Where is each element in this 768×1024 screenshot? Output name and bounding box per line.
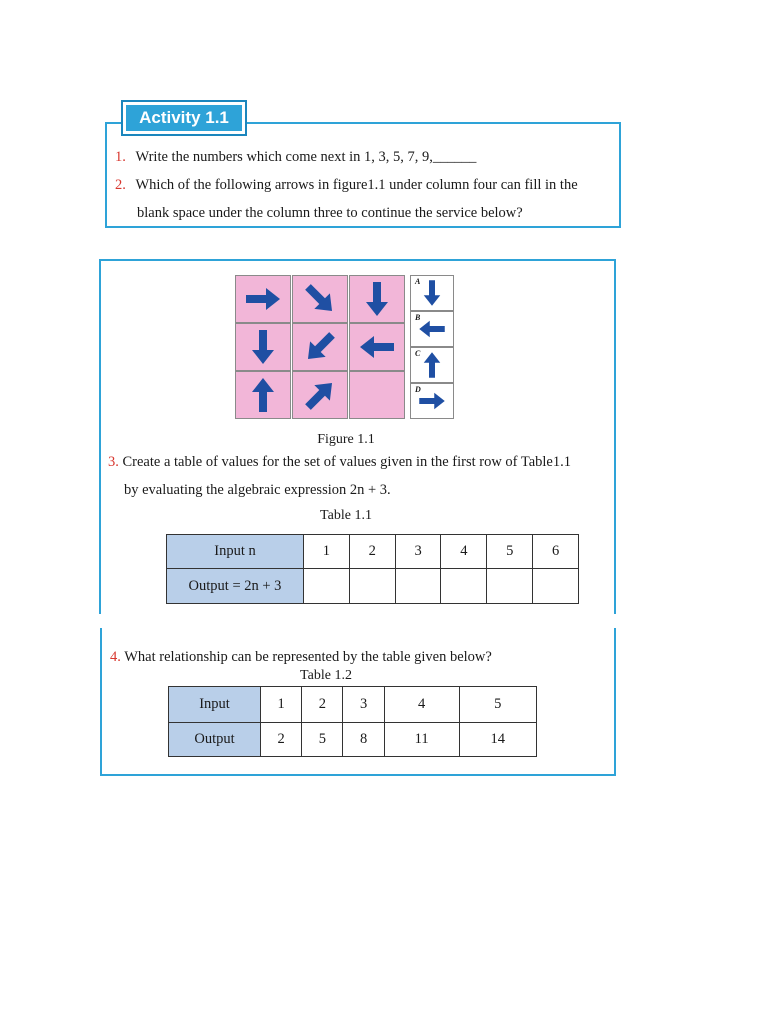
figure-cell-1-3 [349,275,405,323]
figure-cell-3-1 [235,371,291,419]
table-1-1-output-label: Output = 2n + 3 [167,569,304,604]
table-1-2-input-cell: 5 [459,687,536,723]
figure-caption: Figure 1.1 [317,432,375,447]
question-3-line1: Create a table of values for the set of values given in the first row of Table1.1 [122,454,571,470]
option-b [410,311,454,347]
table-1-2-input-cell: 2 [302,687,343,723]
table-1-2-output-cell: 14 [459,723,536,757]
table-1-1-output-cell [395,569,441,604]
option-a [410,275,454,311]
arrow-down-right-icon [300,279,340,319]
arrow-down-icon [417,278,447,308]
table-1-2-output-cell: 11 [384,723,459,757]
question-2-line2: blank space under the column three to continue the service below? [137,205,523,221]
activity-title: Activity 1.1 [121,100,247,136]
table-1-1-output-row [167,569,579,604]
table-1-1-output-cell [487,569,533,604]
frame-right-border-lower [614,628,616,776]
table-1-1-input-label: Input n [167,535,304,569]
table-1-1-input-cell: 2 [349,535,395,569]
question-2-number: 2. [115,177,126,193]
arrow-right-icon [417,386,447,416]
table-1-2-output-cell: 8 [343,723,384,757]
option-c [410,347,454,383]
question-2-line1: Which of the following arrows in figure1.1 under column four can fill in the [135,177,578,193]
frame-top-border [99,259,616,261]
question-3-number: 3. [108,454,119,470]
figure-cell-1-1 [235,275,291,323]
option-letter: B [415,313,421,322]
table-1-1-caption: Table 1.1 [320,508,372,523]
question-1 [115,148,476,166]
arrow-up-icon [417,350,447,380]
table-1-1-output-cell [349,569,395,604]
table-1-2-output-cell: 2 [261,723,302,757]
table-1-1-input-row [167,535,579,569]
table-1-2-input-row [169,687,537,723]
question-2 [115,176,578,194]
question-4-text: What relationship can be represented by the table given below? [124,649,492,665]
table-1-1-output-cell [533,569,579,604]
arrow-left-icon [357,327,397,367]
table-1-2-caption: Table 1.2 [300,668,352,683]
figure-cell-1-2 [292,275,348,323]
table-1-2-input-cell: 3 [343,687,384,723]
option-letter: A [415,277,421,286]
arrow-left-icon [417,314,447,344]
question-1-text: Write the numbers which come next in 1, 3, 5, 7, 9,______ [135,149,477,165]
table-1-1-input-cell: 5 [487,535,533,569]
question-3 [108,453,571,471]
table-1-2-output-cell: 5 [302,723,343,757]
question-4-number: 4. [110,649,121,665]
arrow-up-icon [243,375,283,415]
table-1-1-input-cell: 3 [395,535,441,569]
frame-left-border-lower [100,628,102,776]
table-1-1-input-cell: 6 [533,535,579,569]
table-1-1-output-cell [441,569,487,604]
question-1-number: 1. [115,149,126,165]
option-d [410,383,454,419]
table-1-2-input-label: Input [169,687,261,723]
arrow-down-icon [357,279,397,319]
frame-right-border-upper [614,259,616,614]
table-1-1-input-cell: 4 [441,535,487,569]
arrow-up-right-icon [300,375,340,415]
figure-blank-cell [349,371,405,419]
table-1-2-output-row [169,723,537,757]
arrow-down-left-icon [300,327,340,367]
figure-cell-2-3 [349,323,405,371]
table-1-1-input-cell: 1 [304,535,350,569]
table-1-2 [168,686,537,757]
option-letter: C [415,349,421,358]
table-1-1-output-cell [304,569,350,604]
figure-cell-3-2 [292,371,348,419]
arrow-down-icon [243,327,283,367]
figure-cell-2-1 [235,323,291,371]
table-1-1 [166,534,579,604]
question-3-line2: by evaluating the algebraic expression 2n + 3. [124,482,391,498]
question-4 [110,648,492,666]
frame-left-border-upper [99,259,101,614]
figure-cell-2-2 [292,323,348,371]
option-letter: D [415,385,421,394]
table-1-2-input-cell: 4 [384,687,459,723]
table-1-2-input-cell: 1 [261,687,302,723]
arrow-right-icon [243,279,283,319]
table-1-2-output-label: Output [169,723,261,757]
frame-bottom-border [100,774,616,776]
